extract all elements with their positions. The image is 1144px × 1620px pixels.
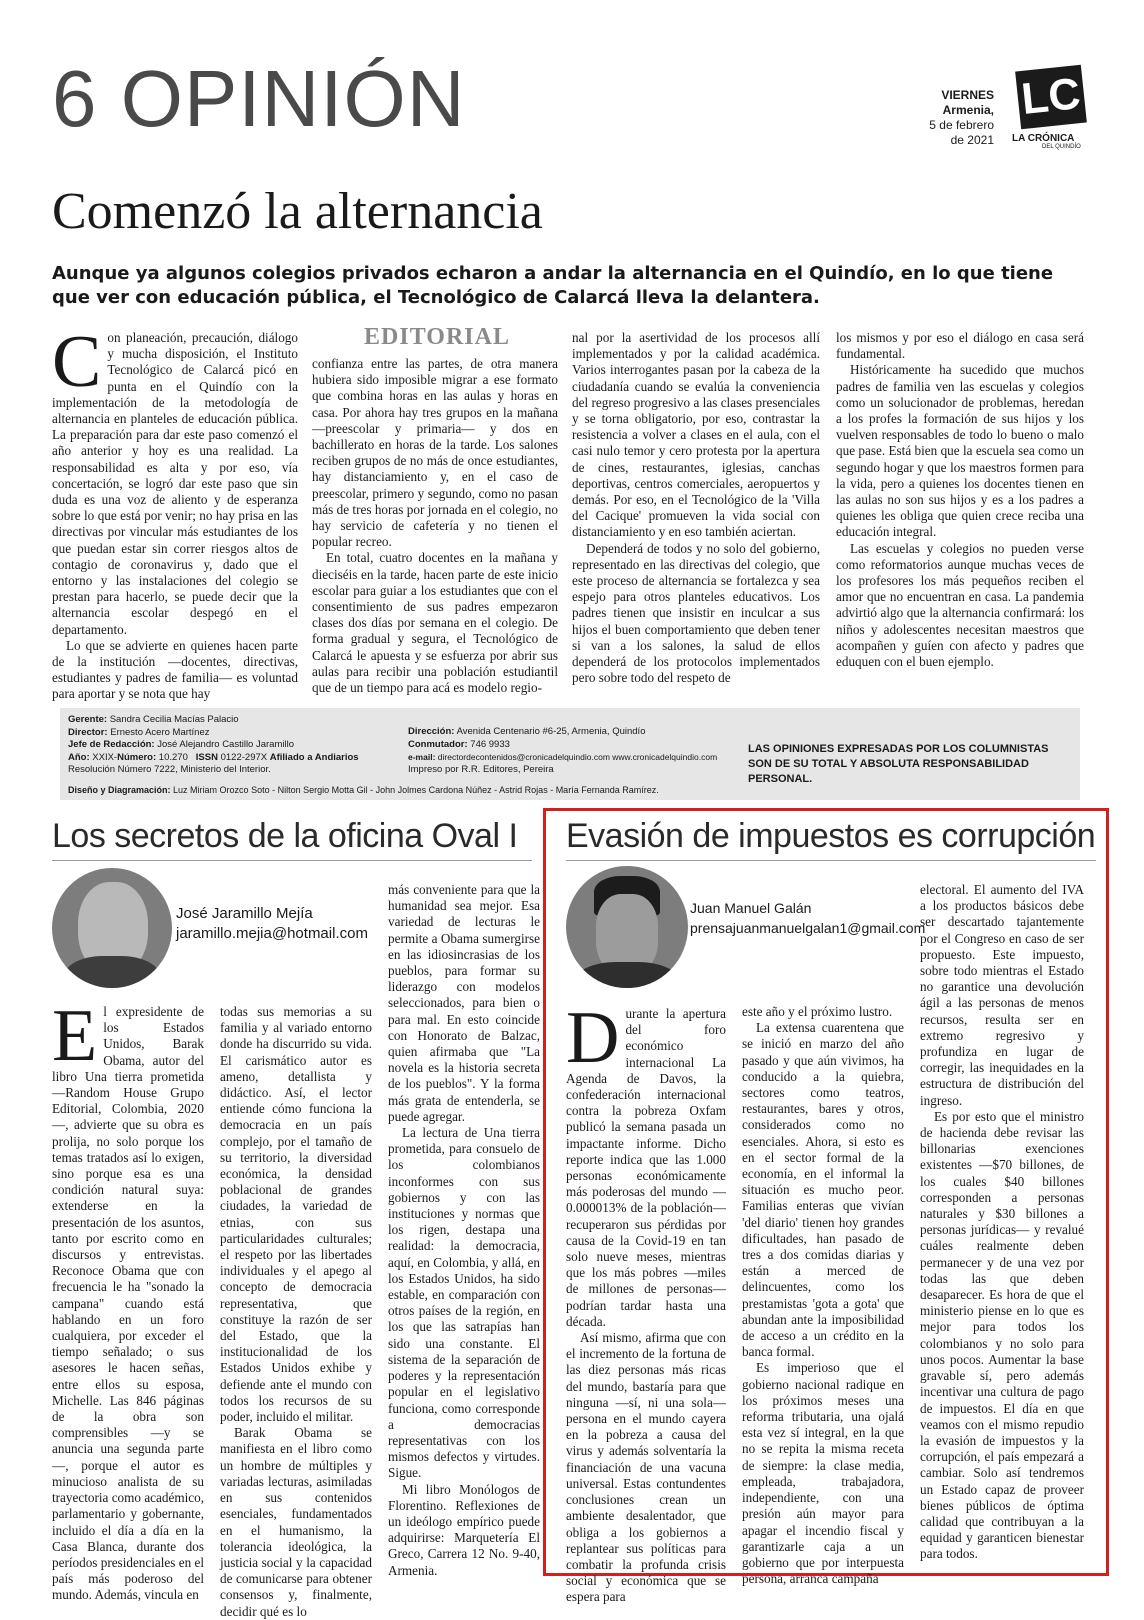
right-c2-p3: Es imperioso que el gobierno nacional radique en los próximos meses una reforma tributaria, una ojalá esta vez sí integral, en la que no se repita la misma receta de siempre: la clase media, empleada, trabajadora, independiente, con una presión aún mayor para apagar el incendio fiscal y garantizarle caja a un gobierno que por interpuesta persona, arranca campaña [742,1360,904,1587]
conmutador: 746 9933 [470,738,510,750]
editorial-c2-p1: confianza entre las partes, de otra manera hubiera sido imposible migrar a ese formato que combina horas en las aulas y horas en casa. Por ahora hay tres grupos en la mañana —preescolar y primaria— y dos en bachillerato en horas de la tarde. Los salones reciben grupos de no más de once estudiantes, hay distanciamiento y, en el caso de preescolar, primero y segundo, como no pasan más de tres horas por jornada en el colegio, no hay servicio de cafetería y no tienen el popular recreo. [312,356,558,550]
right-c3-p2: Es por esto que el ministro de hacienda debe revisar las billonarias exenciones existentes —$70 billones, de los cuales $40 billones corresponden a personas naturales y $30 billones a personas jurídicas— y revalué cuáles realmente deben permanecer y de una vez por todas las que deben desaparecer. Es hora de que el ministerio piense en lo que es mejor para todos los colombianos y no solo para unos pocos. Aumentar la base gravable sí, pero además incentivar una cultura de pago de impuestos. El día en que veamos con el mismo repudio la evasión de impuestos y la corrupción, el país empezará a cambiar. Solo así tendremos un Estado capaz de proveer bienes públicos de óptima calidad que contribuyan a la equidad y garanticen bienestar para todos. [920,1108,1084,1562]
gerente-label: Gerente: [68,714,108,725]
right-byline [690,898,926,938]
editorial-c1-p2: Lo que se advierte en quienes hacen parte de la institución —docentes, directivas, estudiantes y padres de familia— es voluntad para aportar y se nota que hay [52,637,298,702]
diseno: Luz Miriam Orozco Soto - Nilton Sergio Motta Gil - John Jolmes Cardona Núñez - Astrid Rojas - María Fernanda Ramírez. [173,785,659,795]
editorial-dropcap: C [52,321,102,403]
editorial-c3-p1: nal por la asertividad de los procesos allí implementados y por la calidad académica. Varios interrogantes pasan por la cabeza de la ciudadanía cuando se evalúa la conveniencia del regreso progresivo a las clases presenciales y se torna obligatorio, por eso, contrastar la resistencia a volver a clases en el aula, con el casi nulo temor y cero protesta por la apertura de cines, restaurantes, iglesias, canchas deportivas, centros comerciales, aeropuertos y demás. Por eso, en el Tecnológico de la 'Villa del Cacique' promueven la vida social con distanciamiento y en eso también aciertan. [572,330,820,540]
newspaper-logo [1012,68,1088,156]
left-column-1 [52,995,204,1604]
date-line-2: de 2021 [950,133,994,147]
editorial-column-1 [52,321,298,703]
gerente: Sandra Cecilia Macías Palacio [109,714,239,725]
masthead-email: directordecontenidos@cronicadelquindio.com www.cronicadelquindio.com [437,752,718,763]
numero: 10.270 [158,751,188,763]
editorial-headline: Comenzó la alternancia [52,183,543,240]
left-dropcap: E [52,995,98,1077]
left-author-email: jaramillo.mejia@hotmail.com [176,925,368,942]
left-author-name: José Jaramillo Mejía [176,905,313,922]
editorial-c2-p2: En total, cuatro docentes en la mañana y dieciséis en la tarde, hacen parte de este inicio escolar para guiar a los estudiantes que con el consentimiento de sus padres empezaron clases dos días por semana en el colegio. De forma gradual y segura, el Tecnológico de Calarcá le apuesta y se esfuerza por abrir sus aulas para recibir una población estudiantil que de un tiempo para acá es modelo regio- [312,550,558,696]
left-c2-p2: Barak Obama se manifiesta en el libro como un hombre de múltiples y variadas lecturas, asimiladas en sus contenidos esenciales, fundamentados en el humanismo, la tolerancia ideológica, la justicia social y la capacidad de comunicarse para obtener consensos y, finalmente, decidir qué es lo [220,1425,372,1619]
editorial-column-4 [836,330,1084,670]
left-column-title: Los secretos de la oficina Oval I [52,817,518,855]
left-column-3 [388,882,540,1579]
right-c2-p1: este año y el próximo lustro. [742,1004,893,1019]
editorial-deck: Aunque ya algunos colegios privados echaron a andar la alternancia en el Quindío, en lo que tiene que ver con educación pública, el Tecnológico de Calarcá lleva la delantera. [52,263,1054,308]
disclaimer: LAS OPINIONES EXPRESADAS POR LOS COLUMNISTAS SON DE SU TOTAL Y ABSOLUTA RESPONSABILIDAD PERSONAL. [748,743,1049,785]
left-c3-p3: Mi libro Monólogos de Florentino. Reflexiones de un ideólogo empírico puede adquirirse: Marquetería El Greco, Carrera 12 No. 9-40, Armenia. [388,1481,540,1578]
date-block [929,88,994,148]
director-label: Director: [68,726,108,738]
day: VIERNES [941,88,994,102]
ano: XXIX- [92,751,118,763]
divider [566,860,1096,861]
jefe: José Alejandro Castillo Jaramillo [157,739,294,751]
section-title: 6 OPINIÓN [52,54,466,143]
email-label: e-mail: [408,752,436,763]
director: Ernesto Acero Martínez [110,726,210,738]
city: Armenia, [942,103,994,117]
editorial-c4-p1: los mismos y por eso el diálogo en casa será fundamental. [836,330,1084,362]
editorial-c3-p2: Dependerá de todos y no solo del gobierno, representado en las directivas del colegio, que este proceso de alternancia se fortalezca y sea espejo para otros planteles educativos. Los padres tienen que insistir en inculcar a sus hijos el buen comportamiento que deben tener si van a los salones, la salud de ellos dependerá de los protocolos implementados pero sobre todo del respeto de [572,540,820,686]
left-column-2 [220,1004,372,1620]
right-author-name: Juan Manuel Galán [690,900,812,916]
editorial-column-2 [312,356,558,696]
right-column-title: Evasión de impuestos es corrupción [566,817,1096,855]
conmutador-label: Conmutador: [408,738,468,750]
direccion: Avenida Centenario #6-25, Armenia, Quindío [456,726,646,737]
issn: 0122-297X [220,751,268,763]
right-column-2 [742,1004,904,1587]
direccion-label: Dirección: [408,726,455,737]
editorial-column-3 [572,330,820,686]
logo-letters: LC [1015,65,1087,130]
divider [52,860,532,861]
left-c3-p1: más conveniente para que la humanidad sea mejor. Esa variedad de lecturas le permite a Obama sumergirse en las idiosincrasias de los pueblos, para formar su liderazgo con modelos seleccionados, para bien o para mal. En esto coincide con Honorato de Balzac, quien afirmaba que "La novela es la historia secreta de los pueblos". Y la forma más grata de entenderla, se puede agregar. [388,882,540,1124]
numero-label: Número: [117,751,157,763]
author-photo-left [52,868,172,988]
logo-sub: DEL QUINDÍO [1042,144,1081,150]
author-photo-right [566,866,688,988]
resolucion: Resolución Número 7222, Ministerio del Interior. [68,764,271,776]
editorial-c1-p1: on planeación, precaución, diálogo y mucha disposición, el Instituto Tecnológico de Calarcá picó en punta en el Quindío con la implementación de la metodología de alternancia en planteles de educación pública. La preparación para dar este paso comenzó el año anterior y hoy es una realidad. La responsabilidad es alta y por eso, vía concertación, se logró dar este paso que sin duda es una voz de aliento y de esperanza sobre lo que está por venir; no hay prisa en las directivas por vincular más estudiantes de los que puedan estar sin correr riesgos altos de contagio de coronavirus y, dado que el entorno y las instalaciones del colegio se prestan para hacerlo, se puede decir que la alternancia escolar despegó en el departamento. [52,330,298,637]
left-c3-p2: La lectura de Una tierra prometida, para consuelo de los colombianos inconformes con sus gobiernos y con las instituciones y normas que los rigen, destapa una realidad: la democracia, aquí, en Colombia, y allá, en los Estados Unidos, ha sido estable, en comparación con otros países de la región, en los que las satrapías han sido una constante. El sistema de la separación de poderes y la representación popular en el legislativo funciona, como corresponde a democracias representativas con los mismos defectos y virtudes. Sigue. [388,1125,540,1481]
right-author-email: prensajuanmanuelgalan1@gmail.com [690,920,926,936]
left-c2-p1: todas sus memorias a su familia y al variado entorno donde ha discurrido su vida. El carismático autor es ameno, detallista y didáctico. Así, el lector entiende cómo funciona la democracia en un país complejo, por el tamaño de su territorio, la diversidad económica, la densidad poblacional de grandes ciudades, la variedad de etnias, con sus particularidades culturales; el respeto por las libertades individuales y el apego al concepto de democracia representativa, que constituye la razón de ser del Estado, que la institucionalidad de los Estados Unidos exhibe y defiende ante el mundo con todos los recursos de su poder, incluido el militar. [220,1004,372,1425]
right-c2-p2: La extensa cuarentena que se inició en marzo del año pasado y que aún vivimos, ha conducido a la quiebra, sectores como teatros, restaurantes, bares y otros, considerados como no esenciales. Ahora, si esto es en el sector formal de la economía, en el informal la situación es mucho peor. Familias enteras que vivían 'del diario' tienen hoy grandes dificultades, han pasado de tres a dos comidas diarias y están a merced de delincuentes, como los prestamistas 'gota a gota' que abundan ante la imposibilidad de acceso a un crédito en la banca formal. [742,1020,904,1360]
ano-label: Año: [68,751,90,763]
impreso: Impreso por R.R. Editores, Pereira [408,763,554,775]
right-dropcap: D [566,997,620,1079]
logo-name: LA CRÓNICA [1012,133,1075,144]
editorial-c4-p2: Históricamente ha sucedido que muchos padres de familia ven las escuelas y colegios como un solucionador de problemas, heredan a los profes la formación de sus hijos y los vuelven responsables de todo lo bueno o malo que pase. Está bien que la escuela sea como un segundo hogar y que los maestros formen para la vida, pero a quienes los docentes tienen en las aulas no son sus hijos y es a los padres a quienes les obliga que quien crece reciba una educación integral. [836,362,1084,540]
left-byline [176,904,386,944]
jefe-label: Jefe de Redacción: [68,739,155,751]
right-c1-p1: urante la apertura del foro económico internacional La Agenda de Davos, la confederación internacional contra la pobreza Oxfam publicó la semana pasada un impactante informe. Dicho reporte indica que las 1.000 personas económicamente más poderosas del mundo —0.000013% de la población— recuperaron sus pérdidas por causa de la Covid-19 en tan solo nueve meses, mientras que los más pobres —miles de millones de personas— podrían tardar hasta una década. [566,1006,726,1329]
editorial-c4-p3: Las escuelas y colegios no pueden verse como reformatorios aunque muchas veces de los profesores los más pequeños reciben el amor que no encuentran en casa. La pandemia advirtió algo que la alternancia confirmará: los niños y adolescentes necesitan maestros que acompañen y guíen con afecto y padres que eduquen con el buen ejemplo. [836,540,1084,670]
issn-label: ISSN [195,751,218,763]
afiliado: Afiliado a Andiarios [269,751,359,763]
right-c3-p1: electoral. El aumento del IVA a los productos básicos debe ser descartado tajantemente por el Congreso en caso de ser propuesto. Este impuesto, sobre todo mientras el Estado no garantice una devolución ágil a las personas de menos recursos, resulta ser en extremo regresivo y profundiza en lugar de corregir, las inequidades en la estructura de distribución del ingreso. [920,882,1084,1108]
masthead-box [60,708,1080,800]
editorial-label: EDITORIAL [364,324,510,350]
date-line-1: 5 de febrero [929,118,994,132]
right-column-3 [920,882,1084,1563]
diseno-label: Diseño y Diagramación: [68,785,171,795]
left-c1-p1: l expresidente de los Estados Unidos, Barak Obama, autor del libro Una tierra prometida —Random House Grupo Editorial, Colombia, 2020—, advierte que su obra es prolija, no solo porque los temas tratados así lo exigen, sino porque esa es una condición natural suya: extenderse en la presentación de los asuntos, tanto por escrito como en discursos y entrevistas. Reconoce Obama que con frecuencia le ha "sonado la campana" cuando está hablando en un foro cualquiera, por exceder el tiempo señalado; o sus asesores le hacen señas, entre ellos su esposa, Michelle. Las 846 páginas de la obra son comprensibles —y se anuncia una segunda parte—, porque el autor es minucioso analista de su trayectoria como académico, parlamentario y gobernante, incluido el día a día en la Casa Blanca, durante dos períodos presidenciales en el país más poderoso del mundo. Además, vincula en [52,1004,204,1603]
right-c1-p2: Así mismo, afirma que con el incremento de la fortuna de las diez personas más ricas del mundo, bastaría para que ninguna —sí, ni una sola— persona en el mundo cayera en la pobreza a causa del virus y además solventaría la financiación de una vacuna universal. Estas contundentes conclusiones crean un ambiente desalentador, que obliga a los gobiernos a replantear sus políticas para combatir la profunda crisis social y económica que se espera para [566,1330,726,1605]
right-column-1 [566,997,726,1606]
